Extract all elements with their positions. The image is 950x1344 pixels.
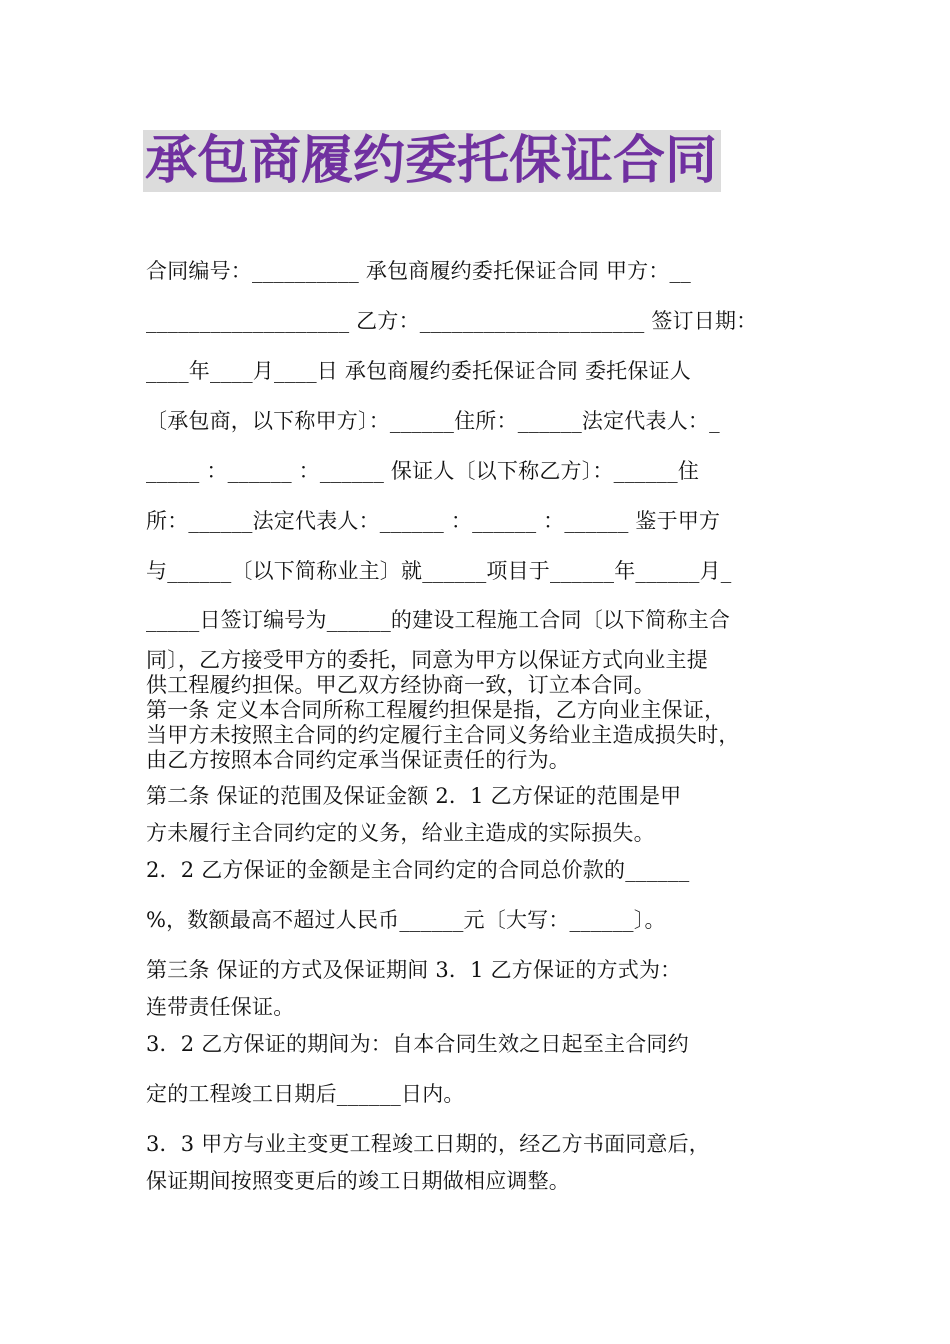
text-line-5: _____ ：______ ：______ 保证人〔以下称乙方〕：______住 [146,459,700,483]
text-line-20: 3．2 乙方保证的期间为：自本合同生效之日起至主合同约 [146,1032,689,1056]
text-line-10: 供工程履约担保。甲乙双方经协商一致，订立本合同。 [146,673,655,697]
text-line-9: 同〕，乙方接受甲方的委托，同意为甲方以保证方式向业主提 [146,648,708,672]
text-line-4: 〔承包商，以下称甲方〕：______住所：______法定代表人：_ [146,409,720,433]
text-line-19: 连带责任保证。 [146,995,295,1019]
document-title: 承包商履约委托保证合同 [145,131,718,191]
text-line-15: 方未履行主合同约定的义务，给业主造成的实际损失。 [146,821,655,845]
text-line-6: 所：______法定代表人：______ ：______ ：______ 鉴于甲方 [146,509,721,533]
text-line-7: 与______〔以下简称业主〕就______项目于______年______月_ [146,559,732,583]
text-line-17: %，数额最高不超过人民币______元〔大写：______〕。 [146,908,666,932]
text-line-8: _____日签订编号为______的建设工程施工合同〔以下简称主合 [146,608,731,632]
title-highlight [143,130,721,192]
text-line-22: 3．3 甲方与业主变更工程竣工日期的，经乙方书面同意后， [146,1132,710,1156]
text-line-14: 第二条 保证的范围及保证金额 2．1 乙方保证的范围是甲 [146,784,682,808]
text-line-16: 2．2 乙方保证的金额是主合同约定的合同总价款的______ [146,858,690,882]
text-line-11: 第一条 定义本合同所称工程履约担保是指，乙方向业主保证， [146,698,726,722]
text-line-1: 合同编号：__________ 承包商履约委托保证合同 甲方：__ [146,259,691,283]
text-line-2: ___________________ 乙方：_____________________ 签订日期： [146,309,758,333]
text-line-23: 保证期间按照变更后的竣工日期做相应调整。 [146,1169,570,1193]
text-line-3: ____年____月____日 承包商履约委托保证合同 委托保证人 [146,359,691,383]
text-line-18: 第三条 保证的方式及保证期间 3．1 乙方保证的方式为： [146,958,682,982]
text-line-21: 定的工程竣工日期后______日内。 [146,1082,465,1106]
text-line-13: 由乙方按照本合同约定承当保证责任的行为。 [146,748,570,772]
text-line-12: 当甲方未按照主合同的约定履行主合同义务给业主造成损失时， [146,723,740,747]
